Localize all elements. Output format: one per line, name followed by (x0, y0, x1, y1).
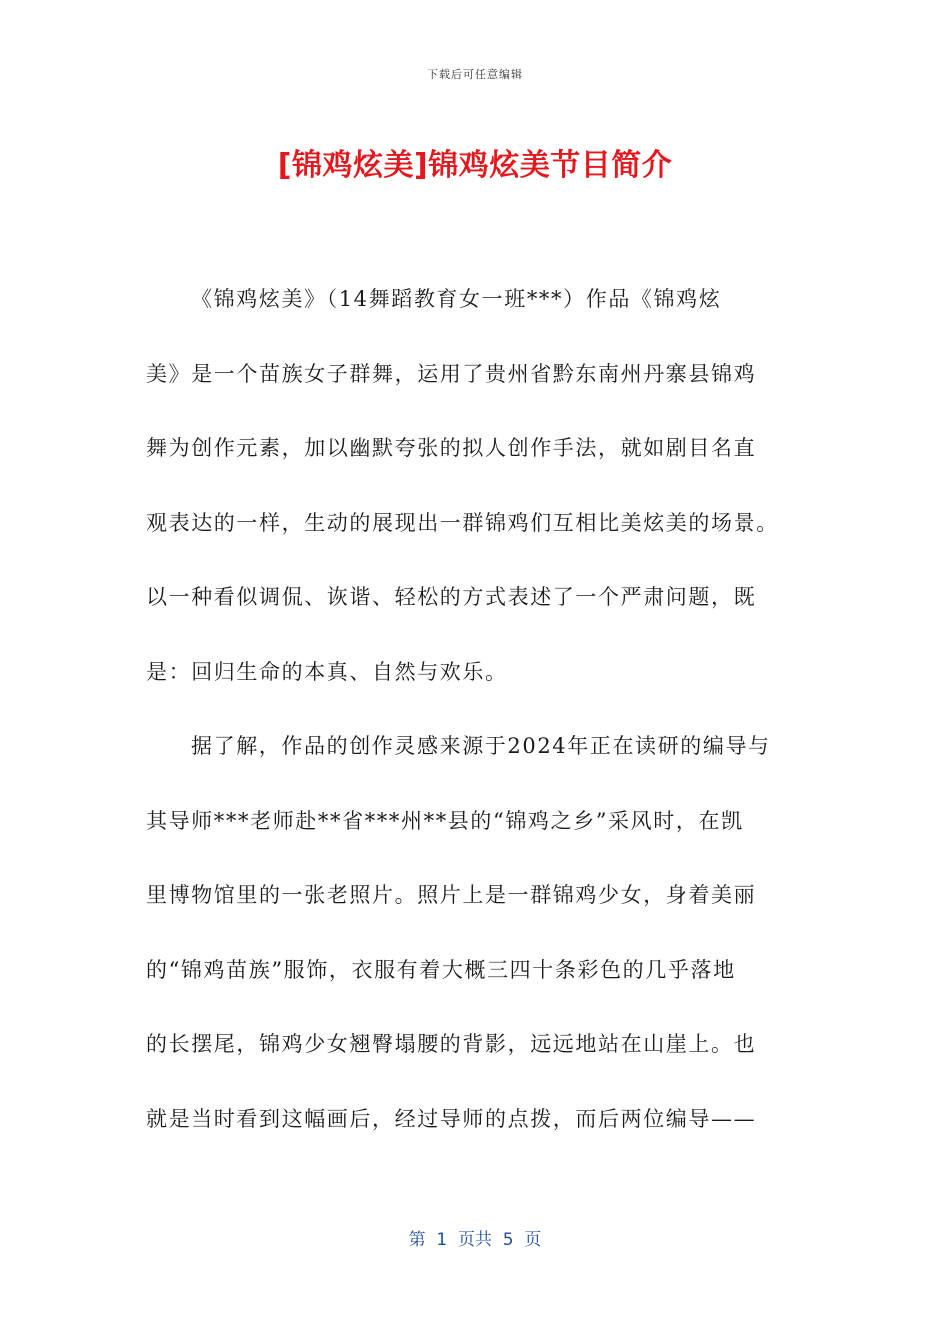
paragraph-line: 其导师***老师赴**省***州**县的“锦鸡之乡”采风时，在凯 (146, 808, 744, 833)
paragraph-line: 里博物馆里的一张老照片。照片上是一群锦鸡少女，身着美丽 (146, 883, 757, 907)
document-title: [锦鸡炫美]锦鸡炫美节目简介 (277, 148, 673, 183)
page-number-footer: 第 1 页共 5 页 (408, 1230, 542, 1250)
paragraph-line: 观表达的一样，生动的展现出一群锦鸡们互相比美炫美的场景。 (146, 510, 779, 535)
paragraph-line: 据了解，作品的创作灵感来源于2024年正在读研的编导与 (191, 734, 771, 758)
paragraph-line: 《锦鸡炫美》（14舞蹈教育女一班***）作品《锦鸡炫 (191, 287, 722, 311)
paragraph-line: 的“锦鸡苗族”服饰，衣服有着大概三四十条彩色的几乎落地 (146, 957, 736, 982)
paragraph-line: 是：回归生命的本真、自然与欢乐。 (146, 659, 508, 684)
body-text (146, 262, 806, 1156)
paragraph-line: 就是当时看到这幅画后，经过导师的点拨，而后两位编导—— (146, 1106, 757, 1131)
paragraph-line: 美》是一个苗族女子群舞，运用了贵州省黔东南州丹寨县锦鸡 (146, 361, 757, 386)
paragraph-line: 的长摆尾，锦鸡少女翘臀塌腰的背影，远远地站在山崖上。也 (146, 1032, 757, 1056)
paragraph-line: 舞为创作元素，加以幽默夸张的拟人创作手法，就如剧目名直 (146, 436, 757, 460)
paragraph-line: 以一种看似调侃、诙谐、轻松的方式表述了一个严肃问题，既 (146, 585, 757, 609)
header-note: 下载后可任意编辑 (427, 68, 523, 81)
